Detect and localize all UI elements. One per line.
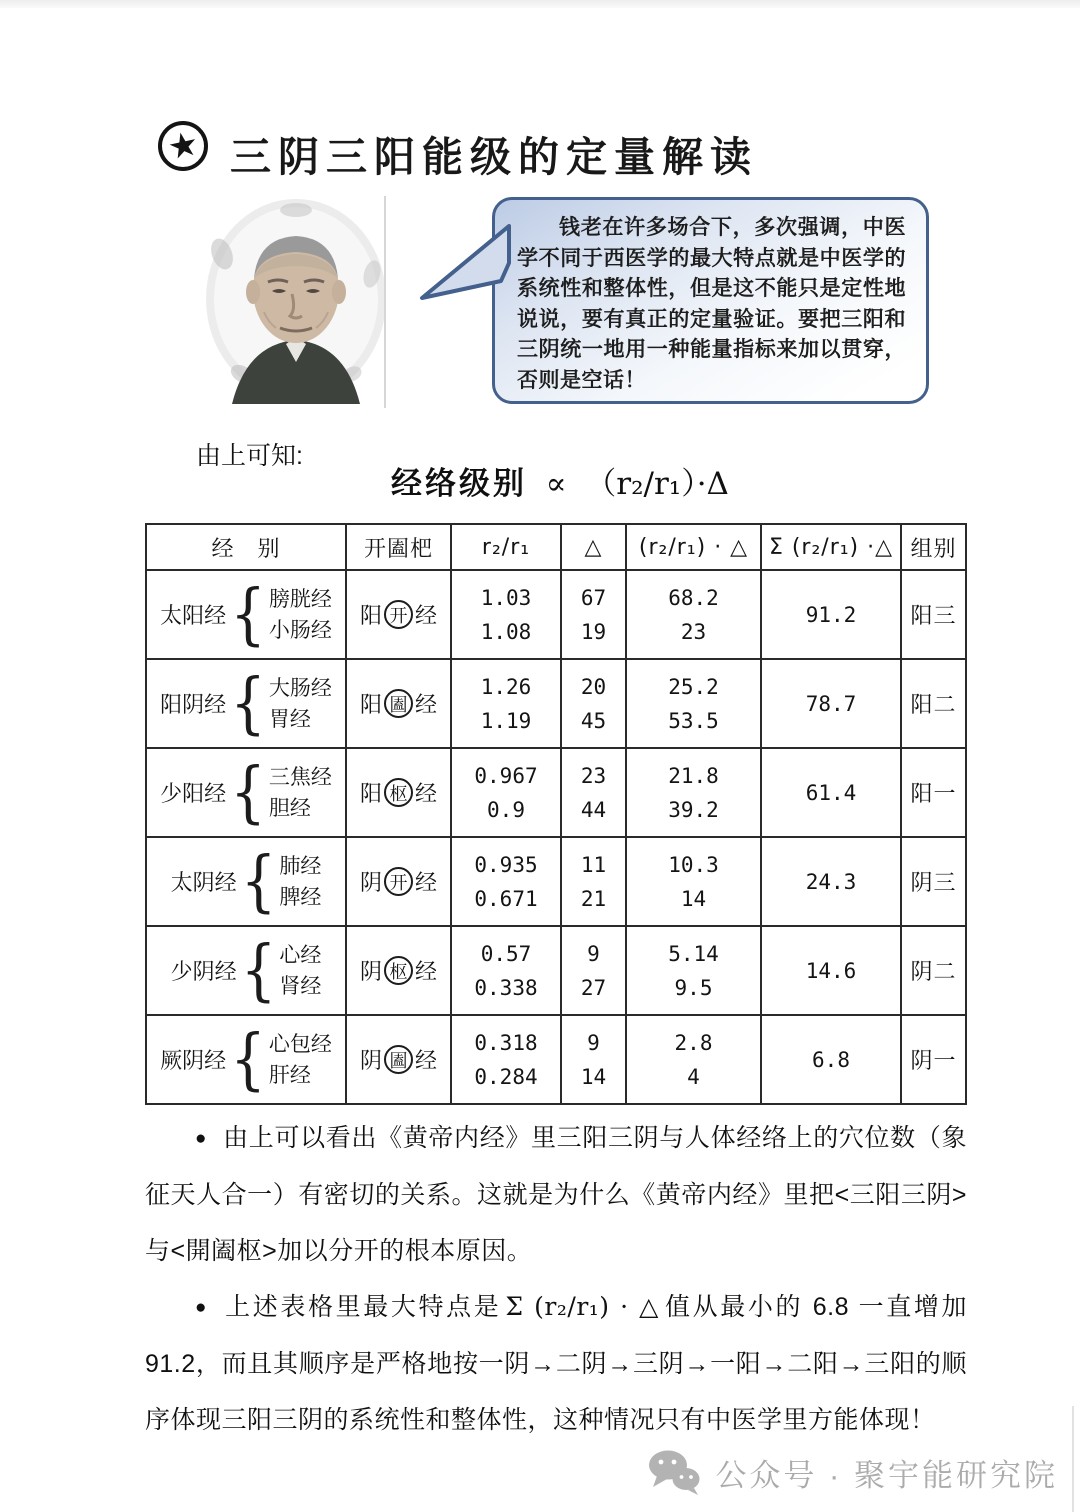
header-ratio: r₂/r₁ <box>451 524 561 570</box>
meridian-label: 心包经 <box>268 1032 332 1056</box>
gate-prefix: 阴 <box>359 870 382 895</box>
product-value: 5.14 <box>668 941 719 966</box>
wechat-icon <box>647 1449 701 1495</box>
portrait-photo <box>202 194 390 404</box>
gate-prefix: 阴 <box>359 959 382 984</box>
product-value: 53.5 <box>668 708 719 733</box>
product-value: 10.3 <box>668 852 719 877</box>
delta-value: 9 <box>587 941 600 966</box>
footer-watermark <box>0 1449 1058 1495</box>
category-label: 阳阴经 <box>160 692 227 717</box>
formula <box>150 458 970 503</box>
group-label: 阳二 <box>901 659 966 748</box>
header-product: (r₂/r₁) · △ <box>626 524 761 570</box>
sum-value: 14.6 <box>761 926 901 1015</box>
meridian-label: 大肠经 <box>268 676 332 700</box>
header-group: 组别 <box>901 524 966 570</box>
note-2-math: Σ (r₂/r₁) · △ <box>505 1292 662 1321</box>
product-value: 21.8 <box>668 763 719 788</box>
meridian-label: 心经 <box>279 943 322 967</box>
table-row <box>146 1015 966 1104</box>
gate-circled-char: 开 <box>384 867 413 896</box>
bullet-icon: ● <box>195 1128 208 1149</box>
gate-circled-char: 枢 <box>384 956 413 985</box>
portrait-bubble-divider <box>384 196 386 408</box>
gate-suffix: 经 <box>415 603 438 628</box>
note-2-pre: 上述表格里最大特点是 <box>225 1293 502 1321</box>
table-header-row <box>146 524 966 570</box>
category-label: 厥阴经 <box>160 1048 227 1073</box>
formula-lhs: 经络级别 <box>391 466 528 501</box>
ratio-value: 0.935 <box>474 852 538 877</box>
product-value: 2.8 <box>674 1030 713 1055</box>
sum-value: 91.2 <box>761 570 901 659</box>
gate-circled-char: 圔 <box>384 1045 413 1074</box>
header-category: 经 别 <box>146 524 346 570</box>
brace-glyph: { <box>230 665 266 742</box>
gate-circled-char: 圔 <box>384 689 413 718</box>
meridian-label: 膀胱经 <box>268 587 332 611</box>
meridian-label: 脾经 <box>279 885 322 909</box>
ratio-value: 0.338 <box>474 975 538 1000</box>
brace-glyph: { <box>240 932 277 1009</box>
brace-glyph: { <box>240 843 277 920</box>
ratio-value: 1.08 <box>480 619 532 644</box>
meridian-label: 三焦经 <box>268 765 332 789</box>
delta-value: 67 <box>580 585 607 610</box>
product-value: 68.2 <box>668 585 719 610</box>
product-value: 25.2 <box>668 674 719 699</box>
gate-suffix: 经 <box>415 692 438 717</box>
group-label: 阴三 <box>901 837 966 926</box>
page-title: 三阴三阳能级的定量解读 <box>230 133 758 181</box>
gate-suffix: 经 <box>415 959 438 984</box>
category-label: 少阴经 <box>170 959 237 984</box>
meridian-label: 小肠经 <box>268 618 332 642</box>
note-2-post: 值从最小的 6.8 一直增加 91.2，而且其顺序是严格地按一阴→二阴→三阴→一阳→二阳→三阳的顺序体现三阳三阴的系统性和整体性，这种情况只有中医学里方能体现！ <box>145 1293 967 1434</box>
gate-prefix: 阳 <box>359 781 382 806</box>
delta-value: 44 <box>580 797 607 822</box>
table-row <box>146 748 966 837</box>
star-icon: ★ <box>164 124 202 168</box>
note-paragraph-1 <box>145 1110 967 1279</box>
ratio-value: 1.03 <box>480 585 532 610</box>
brace-glyph: { <box>230 1021 266 1098</box>
gate-prefix: 阳 <box>359 603 382 628</box>
product-value: 4 <box>687 1064 700 1089</box>
brace-glyph: { <box>230 754 266 831</box>
group-label: 阳三 <box>901 570 966 659</box>
meridian-label: 胃经 <box>268 707 311 731</box>
ratio-value: 0.284 <box>474 1064 538 1089</box>
product-value: 39.2 <box>668 797 719 822</box>
quote-bubble <box>492 197 929 404</box>
sum-value: 6.8 <box>761 1015 901 1104</box>
group-label: 阳一 <box>901 748 966 837</box>
note-1-text: 由上可以看出《黄帝内经》里三阳三阴与人体经络上的穴位数（象征天人合一）有密切的关系。这就是为什么《黄帝内经》里把<三阳三阴>与<開阖枢>加以分开的根本原因。 <box>145 1124 967 1265</box>
ratio-value: 1.26 <box>480 674 532 699</box>
header-gate: 开圔杷 <box>346 524 451 570</box>
gate-suffix: 经 <box>415 870 438 895</box>
right-edge-line <box>1072 1406 1074 1512</box>
meridian-label: 肝经 <box>268 1063 311 1087</box>
gate-circled-char: 开 <box>384 600 413 629</box>
quote-text: 钱老在许多场合下，多次强调，中医学不同于西医学的最大特点就是中医学的系统性和整体性，但是这不能只是定性地说说，要有真正的定量验证。要把三阳和三阴统一地用一种能量指标来加以贯穿，否则是空话！ <box>517 216 906 392</box>
quote-bubble-tail <box>419 223 511 318</box>
gate-prefix: 阴 <box>359 1048 382 1073</box>
product-value: 9.5 <box>674 975 713 1000</box>
formula-rhs: （r₂/r₁）·Δ <box>585 466 729 502</box>
meridian-label: 胆经 <box>268 796 311 820</box>
category-label: 太阳经 <box>160 603 227 628</box>
table-row <box>146 570 966 659</box>
header-delta: △ <box>561 524 626 570</box>
ratio-value: 0.9 <box>487 797 525 822</box>
delta-value: 23 <box>580 763 607 788</box>
product-value: 23 <box>680 619 707 644</box>
brace-glyph: { <box>230 576 266 653</box>
formula-proportional-symbol: ∝ <box>545 466 567 502</box>
note-paragraph-2 <box>145 1279 967 1448</box>
gate-suffix: 经 <box>415 1048 438 1073</box>
ratio-value: 1.19 <box>480 708 532 733</box>
group-label: 阴二 <box>901 926 966 1015</box>
sum-value: 61.4 <box>761 748 901 837</box>
header-sum: Σ (r₂/r₁) ·△ <box>761 524 901 570</box>
delta-value: 19 <box>580 619 607 644</box>
delta-value: 27 <box>580 975 607 1000</box>
notes-section <box>145 1110 967 1448</box>
delta-value: 14 <box>580 1064 607 1089</box>
delta-value: 20 <box>580 674 607 699</box>
bullet-icon: ● <box>195 1297 210 1318</box>
sum-value: 24.3 <box>761 837 901 926</box>
table-row <box>146 659 966 748</box>
ratio-value: 0.671 <box>474 886 538 911</box>
footer-label: 公众号 · 聚宇能研究院 <box>715 1457 1058 1493</box>
ratio-value: 0.967 <box>474 763 538 788</box>
table-row <box>146 837 966 926</box>
category-label: 少阳经 <box>160 781 227 806</box>
meridian-label: 肺经 <box>279 854 322 878</box>
intro-label: 由上可知: <box>196 442 303 470</box>
ratio-value: 0.318 <box>474 1030 538 1055</box>
portrait-illustration <box>202 194 390 404</box>
delta-value: 21 <box>580 886 607 911</box>
gate-circled-char: 枢 <box>384 778 413 807</box>
gate-prefix: 阳 <box>359 692 382 717</box>
gate-suffix: 经 <box>415 781 438 806</box>
meridian-table <box>145 523 967 1105</box>
group-label: 阴一 <box>901 1015 966 1104</box>
star-badge-icon <box>158 121 208 171</box>
sum-value: 78.7 <box>761 659 901 748</box>
page-top-edge <box>0 0 1080 8</box>
delta-value: 11 <box>580 852 607 877</box>
ratio-value: 0.57 <box>480 941 532 966</box>
product-value: 14 <box>680 886 707 911</box>
delta-value: 9 <box>587 1030 600 1055</box>
table-row <box>146 926 966 1015</box>
category-label: 太阴经 <box>170 870 237 895</box>
meridian-label: 肾经 <box>279 974 322 998</box>
delta-value: 45 <box>580 708 607 733</box>
